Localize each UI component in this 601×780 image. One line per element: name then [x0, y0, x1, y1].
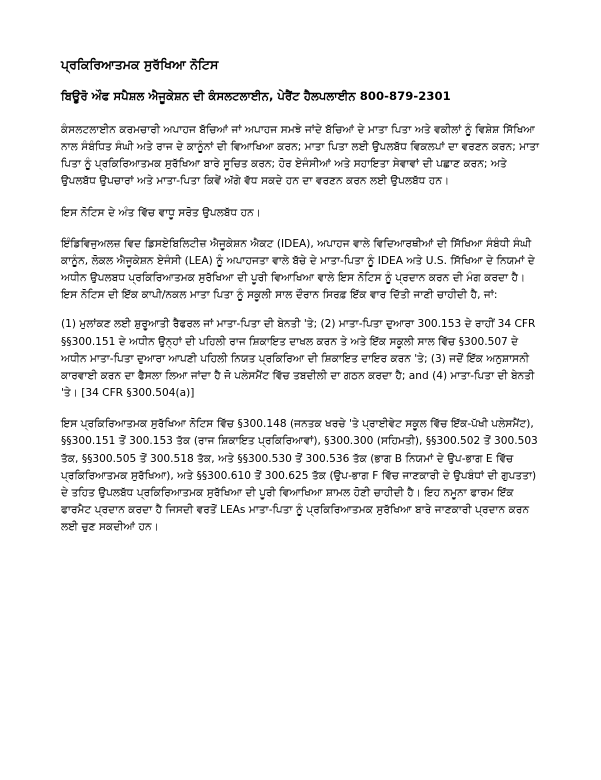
page-title: ਪ੍ਰਕਿਰਿਆਤਮਕ ਸੁਰੱਖਿਆ ਨੋਟਿਸ	[61, 57, 219, 72]
numbered-conditions-list: (1) ਮੁਲਾਂਕਣ ਲਈ ਸ਼ੁਰੂਆਤੀ ਰੈਫਰਲ ਜਾਂ ਮਾਤਾ-ਪਿਤਾ ਦੀ ਬੇਨਤੀ 'ਤੇ; (2) ਮਾਤਾ-ਪਿਤਾ ਦੁਆਰਾ 300.153 ਦੇ ਰਾਹੀਂ 34 CFR §§300.151 ਦੇ ਅਧੀਨ ਉਨ੍ਹਾਂ ਦੀ ਪਹਿਲੀ ਰਾਜ ਸ਼ਿਕਾਇਤ ਦਾਖਲ ਕਰਨ ਤੇ ਅਤੇ ਇੱਕ ਸਕੂਲੀ ਸਾਲ ਵਿੱਚ §300.507 ਦੇ ਅਧੀਨ ਮਾਤਾ-ਪਿਤਾ ਦੁਆਰਾ ਆਪਣੀ ਪਹਿਲੀ ਨਿਯਤ ਪ੍ਰਕਿਰਿਆ ਦੀ ਸ਼ਿਕਾਇਤ ਦਾਇਰ ਕਰਨ 'ਤੇ; (3) ਜਦੋਂ ਇੱਕ ਅਨੁਸ਼ਾਸਨੀ ਕਾਰਵਾਈ ਕਰਨ ਦਾ ਫੈਸਲਾ ਲਿਆ ਜਾਂਦਾ ਹੈ ਜੋ ਪਲੇਸਮੈਂਟ ਵਿੱਚ ਤਬਦੀਲੀ ਦਾ ਗਠਨ ਕਰਦਾ ਹੈ; and (4) ਮਾਤਾ-ਪਿਤਾ ਦੀ ਬੇਨਤੀ 'ਤੇ। [34 CFR §300.504(a)]	[61, 318, 536, 400]
paragraph-notice-contents: ਇਸ ਪ੍ਰਕਿਰਿਆਤਮਕ ਸੁਰੱਖਿਆ ਨੋਟਿਸ ਵਿੱਚ §300.148 (ਜਨਤਕ ਖਰਚੇ 'ਤੇ ਪ੍ਰਾਈਵੇਟ ਸਕੂਲ ਵਿੱਚ ਇੱਕ-ਪੱਖੀ ਪਲੇਸਮੈਂਟ), §§300.151 ਤੋਂ 300.153 ਤੱਕ (ਰਾਜ ਸ਼ਿਕਾਇਤ ਪ੍ਰਕਿਰਿਆਵਾਂ), §300.300 (ਸਹਿਮਤੀ), §§300.502 ਤੋਂ 300.503 ਤੱਕ, §§300.505 ਤੋਂ 300.518 ਤੱਕ, ਅਤੇ §§300.530 ਤੋਂ 300.536 ਤੱਕ (ਭਾਗ B ਨਿਯਮਾਂ ਦੇ ਉਪ-ਭਾਗ E ਵਿੱਚ ਪ੍ਰਕਿਰਿਆਤਮਕ ਸੁਰੱਖਿਆ), ਅਤੇ §§300.610 ਤੋਂ 300.625 ਤੱਕ (ਉਪ-ਭਾਗ F ਵਿੱਚ ਜਾਣਕਾਰੀ ਦੇ ਉਪਬੰਧਾਂ ਦੀ ਗੁਪਤਤਾ) ਦੇ ਤਹਿਤ ਉਪਲਬੱਧ ਪ੍ਰਕਿਰਿਆਤਮਕ ਸੁਰੱਖਿਆ ਦੀ ਪੂਰੀ ਵਿਆਖਿਆ ਸ਼ਾਮਲ ਹੋਣੀ ਚਾਹੀਦੀ ਹੈ। ਇਹ ਨਮੂਨਾ ਫਾਰਮ ਇੱਕ ਫਾਰਮੈਟ ਪ੍ਰਦਾਨ ਕਰਦਾ ਹੈ ਜਿਸਦੀ ਵਰਤੋਂ LEAs ਮਾਤਾ-ਪਿਤਾ ਨੂੰ ਪ੍ਰਕਿਰਿਆਤਮਕ ਸੁਰੱਖਿਆ ਬਾਰੇ ਜਾਣਕਾਰੀ ਪ੍ਰਦਾਨ ਕਰਨ ਲਈ ਚੁਣ ਸਕਦੀਆਂ ਹਨ।	[61, 418, 538, 534]
paragraph-additional-resources: ਇਸ ਨੋਟਿਸ ਦੇ ਅੰਤ ਵਿੱਚ ਵਾਧੂ ਸਰੋਤ ਉਪਲਬੱਧ ਹਨ।	[61, 206, 261, 219]
helpline-subtitle: ਬਿਊਰੋ ਔਫ ਸਪੈਸ਼ਲ ਐਜੂਕੇਸ਼ਨ ਦੀ ਕੰਸਲਟਲਾਈਨ, ਪੇਰੈਂਟ ਹੈਲਪਲਾਈਨ 800-879-2301	[61, 88, 451, 103]
paragraph-idea-requirement: ਇੰਡਿਵਿਜੁਅਲਜ਼ ਵਿਦ ਡਿਸਏਬਿਲਿਟੀਜ਼ ਐਜੂਕੇਸ਼ਨ ਐਕਟ (IDEA), ਅਪਾਹਜ ਵਾਲੇ ਵਿਦਿਆਰਥੀਆਂ ਦੀ ਸਿੱਖਿਆ ਸੰਬੰਧੀ ਸੰਘੀ ਕਾਨੂੰਨ, ਲੋਕਲ ਐਜੂਕੇਸ਼ਨ ਏਜੰਸੀ (LEA) ਨੂੰ ਅਪਾਹਜਤਾ ਵਾਲੇ ਬੱਚੇ ਦੇ ਮਾਤਾ-ਪਿਤਾ ਨੂੰ IDEA ਅਤੇ U.S. ਸਿੱਖਿਆ ਦੇ ਨਿਯਮਾਂ ਦੇ ਅਧੀਨ ਉਪਲਬਧ ਪ੍ਰਕਿਰਿਆਤਮਕ ਸੁਰੱਖਿਆ ਦੀ ਪੂਰੀ ਵਿਆਖਿਆ ਵਾਲੇ ਇਸ ਨੋਟਿਸ ਨੂੰ ਪ੍ਰਦਾਨ ਕਰਨ ਦੀ ਮੰਗ ਕਰਦਾ ਹੈ। ਇਸ ਨੋਟਿਸ ਦੀ ਇੱਕ ਕਾਪੀ/ਨਕਲ ਮਾਤਾ ਪਿਤਾ ਨੂੰ ਸਕੂਲੀ ਸਾਲ ਦੌਰਾਨ ਸਿਰਫ਼ ਇੱਕ ਵਾਰ ਦਿੱਤੀ ਜਾਣੀ ਚਾਹੀਦੀ ਹੈ, ਜਾਂ:	[61, 237, 535, 302]
paragraph-consultline-intro: ਕੰਸਲਟਲਾਈਨ ਕਰਮਚਾਰੀ ਅਪਾਹਜ ਬੱਚਿਆਂ ਜਾਂ ਅਪਾਹਜ ਸਮਝੇ ਜਾਂਦੇ ਬੱਚਿਆਂ ਦੇ ਮਾਤਾ ਪਿਤਾ ਅਤੇ ਵਕੀਲਾਂ ਨੂੰ ਵਿਸ਼ੇਸ਼ ਸਿੱਖਿਆ ਨਾਲ ਸੰਬੰਧਿਤ ਸੰਘੀ ਅਤੇ ਰਾਜ ਦੇ ਕਾਨੂੰਨਾਂ ਦੀ ਵਿਆਖਿਆ ਕਰਨ; ਮਾਤਾ ਪਿਤਾ ਲਈ ਉਪਲਬੱਧ ਵਿਕਲਪਾਂ ਦਾ ਵਰਣਨ ਕਰਨ; ਮਾਤਾ ਪਿਤਾ ਨੂੰ ਪ੍ਰਕਿਰਿਆਤਮਕ ਸੁਰੱਖਿਆ ਬਾਰੇ ਸੂਚਿਤ ਕਰਨ; ਹੋਰ ਏਜੰਸੀਆਂ ਅਤੇ ਸਹਾਇਤਾ ਸੇਵਾਵਾਂ ਦੀ ਪਛਾਣ ਕਰਨ; ਅਤੇ ਉਪਲਬੱਧ ਉਪਚਾਰਾਂ ਅਤੇ ਮਾਤਾ-ਪਿਤਾ ਕਿਵੇਂ ਅੱਗੇ ਵੱਧ ਸਕਦੇ ਹਨ ਦਾ ਵਰਣਨ ਕਰਨ ਲਈ ਉਪਲਬੱਧ ਹਨ।	[61, 124, 540, 188]
document-body	[61, 56, 542, 536]
